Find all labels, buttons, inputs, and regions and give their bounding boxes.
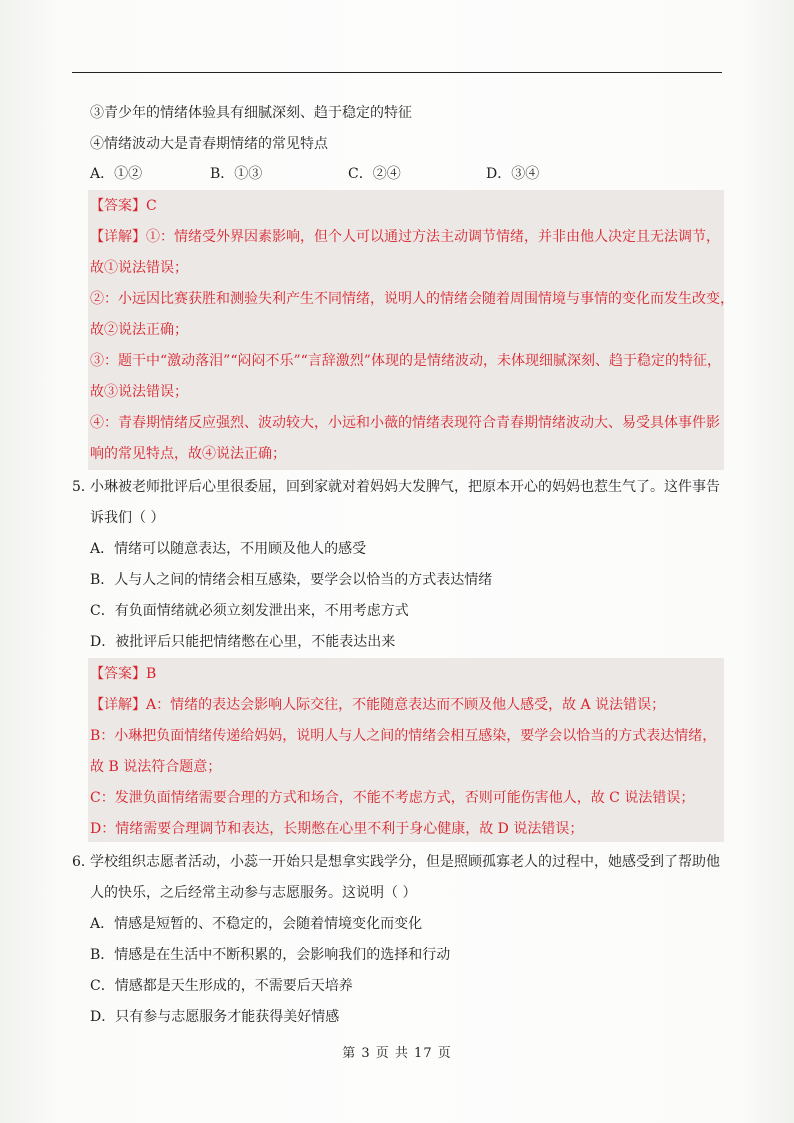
prev-explain-7: ④：青春期情绪反应强烈、波动较大，小远和小薇的情绪表现符合青春期情绪波动大、易受具体事件影 <box>90 415 720 431</box>
q6-number: 6． <box>72 854 95 870</box>
prev-explain-2: 故①说法错误； <box>90 260 188 276</box>
q5-explain-5: D：情绪需要合理调节和表达，长期憋在心里不利于身心健康，故 D 说法错误； <box>90 821 584 837</box>
prev-explain-5: ③：题干中“激动落泪”“闷闷不乐”“言辞激烈”体现的是情绪波动，未体现细腻深刻、趋于稳定的特征， <box>90 353 721 369</box>
q6-stem-2: 人的快乐，之后经常主动参与志愿服务。这说明（ ） <box>90 885 417 901</box>
prev-explain-1: 【详解】①：情绪受外界因素影响，但个人可以通过方法主动调节情绪，并非由他人决定且无法调节， <box>90 229 720 245</box>
page-footer: 第 3 页 共 17 页 <box>342 1046 452 1061</box>
prev-explain-8: 响的常见特点，故④说法正确； <box>90 446 286 462</box>
q5-option-a: A．情绪可以随意表达，不用顾及他人的感受 <box>90 541 367 557</box>
q5-answer-block <box>88 658 724 842</box>
q5-option-d: D．被批评后只能把情绪憋在心里，不能表达出来 <box>90 634 396 650</box>
q5-option-b: B．人与人之间的情绪会相互感染，要学会以恰当的方式表达情绪 <box>90 572 493 588</box>
header-rule <box>72 72 722 73</box>
prev-option-d: D．③④ <box>486 166 540 182</box>
q5-stem-1: 小琳被老师批评后心里很委屈，回到家就对着妈妈大发脾气，把原本开心的妈妈也惹生气了。这件事告 <box>90 479 720 495</box>
prev-answer: 【答案】C <box>90 198 157 214</box>
prev-explain-3: ②：小远因比赛获胜和测验失利产生不同情绪，说明人的情绪会随着周围情境与事情的变化而发生改变， <box>90 291 734 307</box>
q5-stem-2: 诉我们（ ） <box>90 510 165 526</box>
q6-option-c: C．情感都是天生形成的，不需要后天培养 <box>90 978 353 994</box>
statement-3: ③青少年的情绪体验具有细腻深刻、趋于稳定的特征 <box>90 105 412 121</box>
q5-answer: 【答案】B <box>90 666 157 682</box>
q6-option-d: D．只有参与志愿服务才能获得美好情感 <box>90 1009 340 1025</box>
q5-explain-3: 故 B 说法符合题意； <box>90 759 222 775</box>
prev-explain-6: 故③说法错误； <box>90 384 188 400</box>
q5-explain-4: C：发泄负面情绪需要合理的方式和场合，不能不考虑方式，否则可能伤害他人，故 C 说法错误； <box>90 790 695 806</box>
prev-option-c: C．②④ <box>348 166 401 182</box>
prev-option-a: A．①② <box>90 166 143 182</box>
q6-option-a: A．情感是短暂的、不稳定的，会随着情境变化而变化 <box>90 916 423 932</box>
q5-option-c: C．有负面情绪就必须立刻发泄出来，不用考虑方式 <box>90 603 409 619</box>
prev-option-b: B．①③ <box>210 166 263 182</box>
prev-explain-4: 故②说法正确； <box>90 322 188 338</box>
q5-explain-1: 【详解】A：情绪的表达会影响人际交往，不能随意表达而不顾及他人感受，故 A 说法错误； <box>90 697 666 713</box>
statement-4: ④情绪波动大是青春期情绪的常见特点 <box>90 136 328 152</box>
q5-explain-2: B：小琳把负面情绪传递给妈妈，说明人与人之间的情绪会相互感染，要学会以恰当的方式表达情绪， <box>90 728 717 744</box>
q6-stem-1: 学校组织志愿者活动，小蕊一开始只是想拿实践学分，但是照顾孤寡老人的过程中，她感受到了帮助他 <box>90 854 720 870</box>
q5-number: 5． <box>72 479 95 495</box>
q6-option-b: B．情感是在生活中不断积累的，会影响我们的选择和行动 <box>90 947 451 963</box>
